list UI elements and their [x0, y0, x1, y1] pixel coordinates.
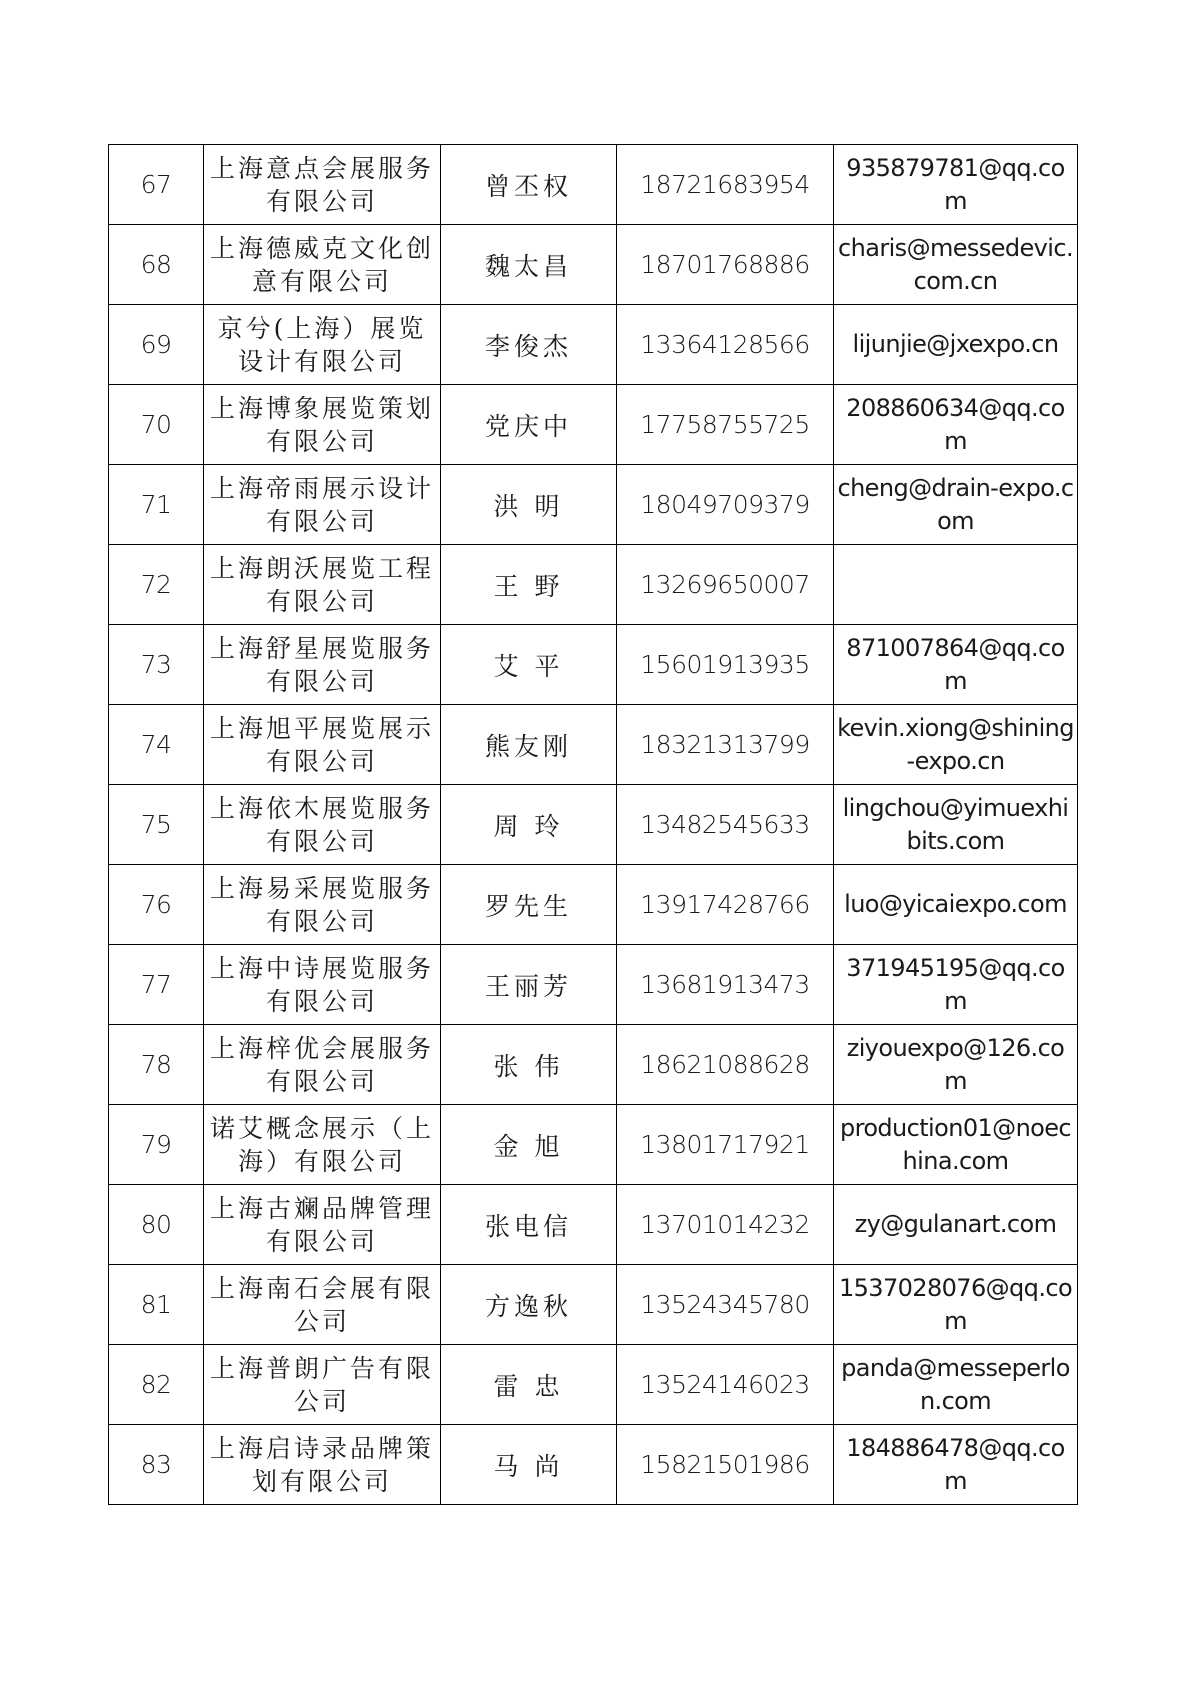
phone-number: 18721683954 — [617, 145, 834, 225]
row-number: 76 — [109, 865, 204, 945]
contact-person: 周 玲 — [441, 785, 617, 865]
contact-person: 金 旭 — [441, 1105, 617, 1185]
phone-number: 13801717921 — [617, 1105, 834, 1185]
email-address: 208860634@qq.com — [834, 385, 1078, 465]
email-address: panda@messeperlon.com — [834, 1345, 1078, 1425]
contact-person: 张 伟 — [441, 1025, 617, 1105]
table-row — [109, 625, 1078, 705]
row-number: 73 — [109, 625, 204, 705]
company-name: 上海启诗录品牌策划有限公司 — [204, 1425, 441, 1505]
contact-person: 李俊杰 — [441, 305, 617, 385]
table-row — [109, 1265, 1078, 1345]
row-number: 74 — [109, 705, 204, 785]
table-row — [109, 465, 1078, 545]
email-address: kevin.xiong@shining-expo.cn — [834, 705, 1078, 785]
contact-person: 熊友刚 — [441, 705, 617, 785]
email-address: lingchou@yimuexhibits.com — [834, 785, 1078, 865]
contact-person: 艾 平 — [441, 625, 617, 705]
phone-number: 18701768886 — [617, 225, 834, 305]
table-row — [109, 545, 1078, 625]
contact-person: 方逸秋 — [441, 1265, 617, 1345]
phone-number: 18049709379 — [617, 465, 834, 545]
email-address: 371945195@qq.com — [834, 945, 1078, 1025]
company-name: 上海德威克文化创意有限公司 — [204, 225, 441, 305]
table-row — [109, 1345, 1078, 1425]
email-address: cheng@drain-expo.com — [834, 465, 1078, 545]
email-address: zy@gulanart.com — [834, 1185, 1078, 1265]
table-row — [109, 1185, 1078, 1265]
row-number: 67 — [109, 145, 204, 225]
company-name: 上海朗沃展览工程有限公司 — [204, 545, 441, 625]
company-name: 上海古斓品牌管理有限公司 — [204, 1185, 441, 1265]
row-number: 71 — [109, 465, 204, 545]
contact-person: 魏太昌 — [441, 225, 617, 305]
email-address: 935879781@qq.com — [834, 145, 1078, 225]
phone-number: 13917428766 — [617, 865, 834, 945]
contact-person: 党庆中 — [441, 385, 617, 465]
phone-number: 13482545633 — [617, 785, 834, 865]
phone-number: 13681913473 — [617, 945, 834, 1025]
row-number: 80 — [109, 1185, 204, 1265]
contact-person: 雷 忠 — [441, 1345, 617, 1425]
contact-person: 罗先生 — [441, 865, 617, 945]
phone-number: 13524345780 — [617, 1265, 834, 1345]
email-address: charis@messedevic.com.cn — [834, 225, 1078, 305]
email-address: production01@noechina.com — [834, 1105, 1078, 1185]
email-address: 871007864@qq.com — [834, 625, 1078, 705]
row-number: 77 — [109, 945, 204, 1025]
company-name: 上海舒星展览服务有限公司 — [204, 625, 441, 705]
email-address: ziyouexpo@126.com — [834, 1025, 1078, 1105]
company-name: 上海易采展览服务有限公司 — [204, 865, 441, 945]
company-name: 上海依木展览服务有限公司 — [204, 785, 441, 865]
table-row — [109, 1025, 1078, 1105]
row-number: 83 — [109, 1425, 204, 1505]
contact-person: 张电信 — [441, 1185, 617, 1265]
row-number: 69 — [109, 305, 204, 385]
row-number: 70 — [109, 385, 204, 465]
row-number: 78 — [109, 1025, 204, 1105]
company-name: 诺艾概念展示（上海）有限公司 — [204, 1105, 441, 1185]
company-name: 上海中诗展览服务有限公司 — [204, 945, 441, 1025]
company-name: 上海意点会展服务有限公司 — [204, 145, 441, 225]
row-number: 79 — [109, 1105, 204, 1185]
contact-person: 洪 明 — [441, 465, 617, 545]
table-row — [109, 705, 1078, 785]
phone-number: 13269650007 — [617, 545, 834, 625]
table-row — [109, 1425, 1078, 1505]
phone-number: 13701014232 — [617, 1185, 834, 1265]
phone-number: 18321313799 — [617, 705, 834, 785]
company-name: 上海旭平展览展示有限公司 — [204, 705, 441, 785]
email-address: lijunjie@jxexpo.cn — [834, 305, 1078, 385]
email-address: 184886478@qq.com — [834, 1425, 1078, 1505]
phone-number: 15821501986 — [617, 1425, 834, 1505]
company-name: 上海梓优会展服务有限公司 — [204, 1025, 441, 1105]
table-row — [109, 145, 1078, 225]
company-name: 上海帝雨展示设计有限公司 — [204, 465, 441, 545]
contact-person: 王 野 — [441, 545, 617, 625]
row-number: 81 — [109, 1265, 204, 1345]
contact-person: 马 尚 — [441, 1425, 617, 1505]
email-address: luo@yicaiexpo.com — [834, 865, 1078, 945]
company-name: 上海普朗广告有限公司 — [204, 1345, 441, 1425]
company-name: 上海南石会展有限公司 — [204, 1265, 441, 1345]
phone-number: 13364128566 — [617, 305, 834, 385]
table-body — [109, 145, 1078, 1505]
phone-number: 18621088628 — [617, 1025, 834, 1105]
contact-person: 曾丕权 — [441, 145, 617, 225]
email-address: 1537028076@qq.com — [834, 1265, 1078, 1345]
company-name: 京兮(上海）展览设计有限公司 — [204, 305, 441, 385]
phone-number: 13524146023 — [617, 1345, 834, 1425]
table-row — [109, 945, 1078, 1025]
contact-person: 王丽芳 — [441, 945, 617, 1025]
table-row — [109, 225, 1078, 305]
row-number: 68 — [109, 225, 204, 305]
row-number: 75 — [109, 785, 204, 865]
row-number: 72 — [109, 545, 204, 625]
table-row — [109, 305, 1078, 385]
company-name: 上海博象展览策划有限公司 — [204, 385, 441, 465]
table-row — [109, 865, 1078, 945]
email-address — [834, 545, 1078, 625]
table-row — [109, 385, 1078, 465]
table-row — [109, 785, 1078, 865]
table-row — [109, 1105, 1078, 1185]
phone-number: 17758755725 — [617, 385, 834, 465]
row-number: 82 — [109, 1345, 204, 1425]
exhibitor-contact-table — [108, 144, 1078, 1505]
phone-number: 15601913935 — [617, 625, 834, 705]
